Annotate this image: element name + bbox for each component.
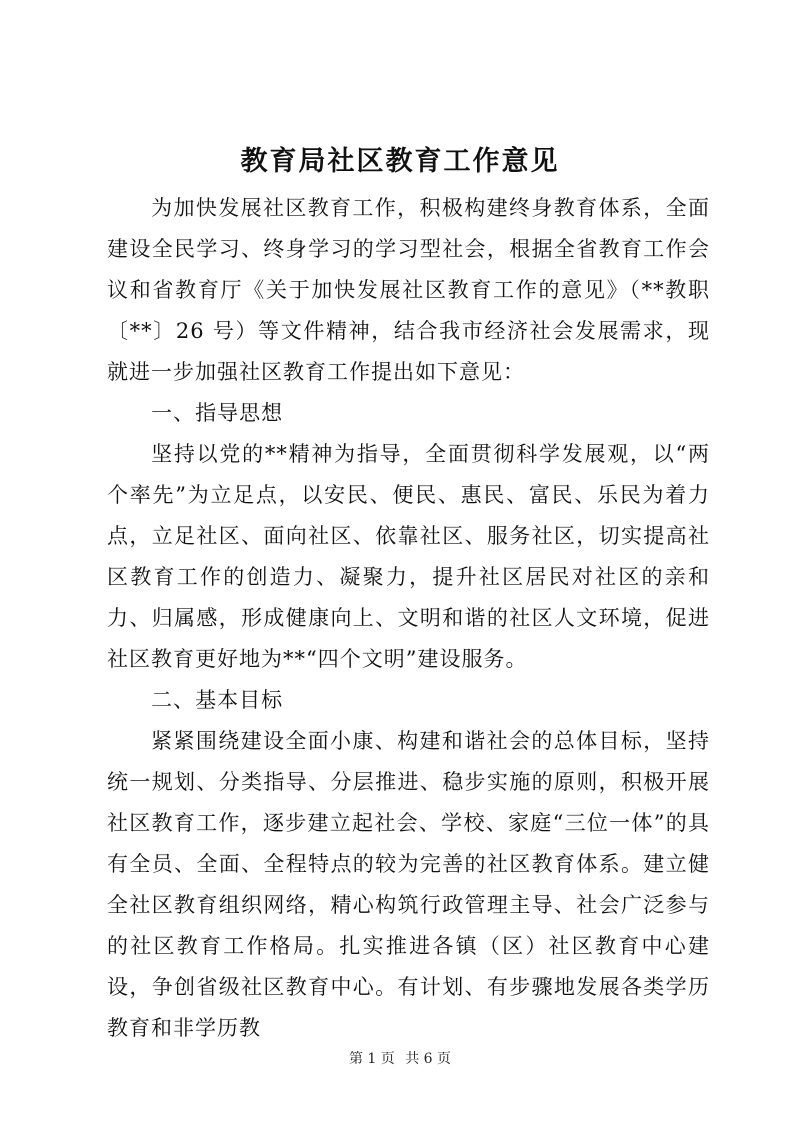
document-body (107, 188, 710, 1049)
current-page-number: 第 1 页 (348, 1051, 395, 1067)
total-page-count: 共 6 页 (405, 1051, 452, 1067)
section-heading-guiding-ideology: 一、指导思想 (151, 401, 284, 425)
page-footer (0, 1049, 800, 1069)
basic-goals-paragraph: 紧紧围绕建设全面小康、构建和谐社会的总体目标，坚持统一规划、分类指导、分层推进、稳步实施的原则，积极开展社区教育工作，逐步建立起社会、学校、家庭“三位一体”的具有全员、全面、全程特点的较为完善的社区教育体系。建立健全社区教育组织网络，精心构筑行政管理主导、社会广泛参与的社区教育工作格局。扎实推进各镇（区）社区教育中心建设，争创省级社区教育中心。有计划、有步骤地发展各类学历教育和非学历教 (107, 729, 710, 1040)
intro-paragraph: 为加快发展社区教育工作，积极构建终身教育体系，全面建设全民学习、终身学习的学习型社会，根据全省教育工作会议和省教育厅《关于加快发展社区教育工作的意见》（**教职〔**〕26 号）等文件精神，结合我市经济社会发展需求，现就进一步加强社区教育工作提出如下意见： (107, 196, 710, 384)
section-heading-basic-goals: 二、基本目标 (151, 688, 284, 712)
guiding-ideology-paragraph: 坚持以党的**精神为指导，全面贯彻科学发展观，以“两个率先”为立足点，以安民、便民、惠民、富民、乐民为着力点，立足社区、面向社区、依靠社区、服务社区，切实提高社区教育工作的创造力、凝聚力，提升社区居民对社区的亲和力、归属感，形成健康向上、文明和谐的社区人文环境，促进社区教育更好地为**“四个文明”建设服务。 (107, 442, 710, 671)
document-title: 教育局社区教育工作意见 (240, 146, 560, 177)
